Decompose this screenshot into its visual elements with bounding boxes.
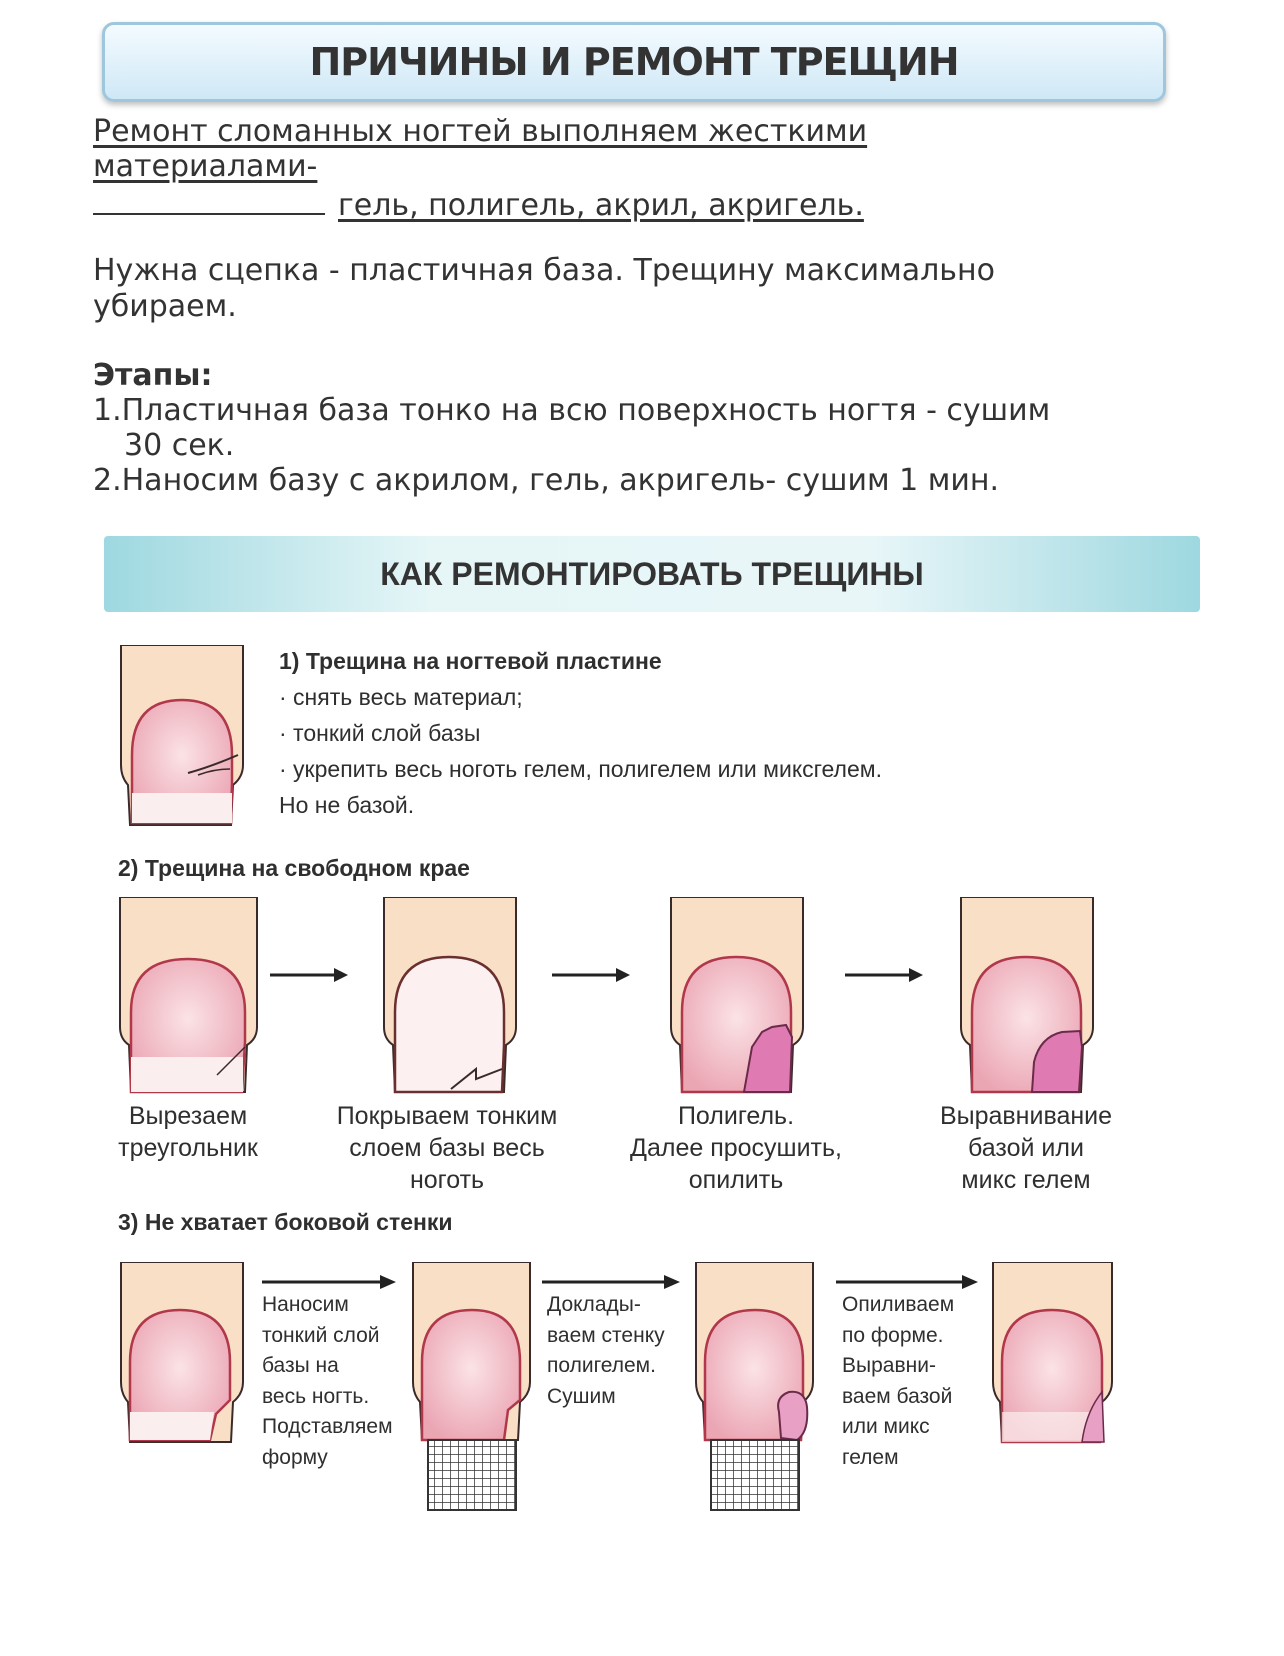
nail-illustration-wall-polygel [693, 1262, 818, 1512]
case2-caption: Выравнивание базой или микс гелем [939, 1102, 1113, 1194]
arrow-icon [836, 1272, 980, 1292]
page-title: ПРИЧИНЫ И РЕМОНТ ТРЕЩИН [309, 40, 959, 84]
arrow-icon [262, 1272, 398, 1292]
nail-illustration-cut-triangle [117, 897, 262, 1097]
nail-illustration-leveled [958, 897, 1098, 1097]
stages-heading: Этапы: [93, 358, 213, 393]
case3-note: Опиливаем по форме. Выравни- ваем базой или микс гелем [842, 1293, 955, 1469]
grip-text-line2: убираем. [93, 289, 237, 324]
case3-note: Доклады- ваем стенку полигелем. Сушим [547, 1293, 665, 1408]
nail-illustration-crack-plate [118, 645, 248, 830]
case1-heading: 1) Трещина на ногтевой пластине [279, 648, 662, 674]
repair-text-line2: материалами- [93, 149, 318, 184]
underline-blank [93, 185, 325, 215]
guide-title: КАК РЕМОНТИРОВАТЬ ТРЕЩИНЫ [380, 555, 924, 592]
arrow-icon [552, 965, 632, 985]
case1-item: · снять весь материал; [279, 684, 523, 710]
case1-item: · тонкий слой базы [279, 720, 481, 746]
repair-text-line3-row [93, 185, 864, 224]
nail-illustration-polygel [668, 897, 808, 1097]
stage-1-line2: 30 сек. [124, 428, 235, 463]
repair-text-line1: Ремонт сломанных ногтей выполняем жесткими [93, 114, 868, 149]
guide-banner [104, 536, 1200, 612]
case1-note: Но не базой. [279, 792, 415, 818]
case2-heading: 2) Трещина на свободном крае [118, 855, 470, 881]
nail-illustration-missing-wall [118, 1262, 248, 1447]
case2-caption: Покрываем тонким слоем базы весь ноготь [336, 1102, 558, 1194]
arrow-icon [845, 965, 925, 985]
case3-note: Наносим тонкий слой базы на весь ногть. Подставляем форму [262, 1293, 393, 1469]
stage-1-line1: 1.Пластичная база тонко на всю поверхность ногтя - сушим [93, 393, 1051, 428]
case2-caption: Полигель. Далее просушить, опилить [630, 1102, 842, 1194]
case1-item: · укрепить весь ноготь гелем, полигелем или миксгелем. [279, 756, 882, 782]
arrow-icon [270, 965, 350, 985]
nail-illustration-base-coat [381, 897, 521, 1097]
nail-illustration-wall-finished [990, 1262, 1118, 1447]
case2-caption: Вырезаем треугольник [118, 1102, 258, 1162]
title-banner [102, 22, 1166, 102]
stage-2: 2.Наносим базу с акрилом, гель, акригель- сушим 1 мин. [93, 463, 1000, 498]
repair-materials: гель, полигель, акрил, акригель. [338, 188, 864, 223]
case3-heading: 3) Не хватает боковой стенки [118, 1209, 453, 1235]
grip-text-line1: Нужна сцепка - пластичная база. Трещину максимально [93, 253, 995, 288]
arrow-icon [542, 1272, 682, 1292]
nail-illustration-with-form [410, 1262, 535, 1512]
